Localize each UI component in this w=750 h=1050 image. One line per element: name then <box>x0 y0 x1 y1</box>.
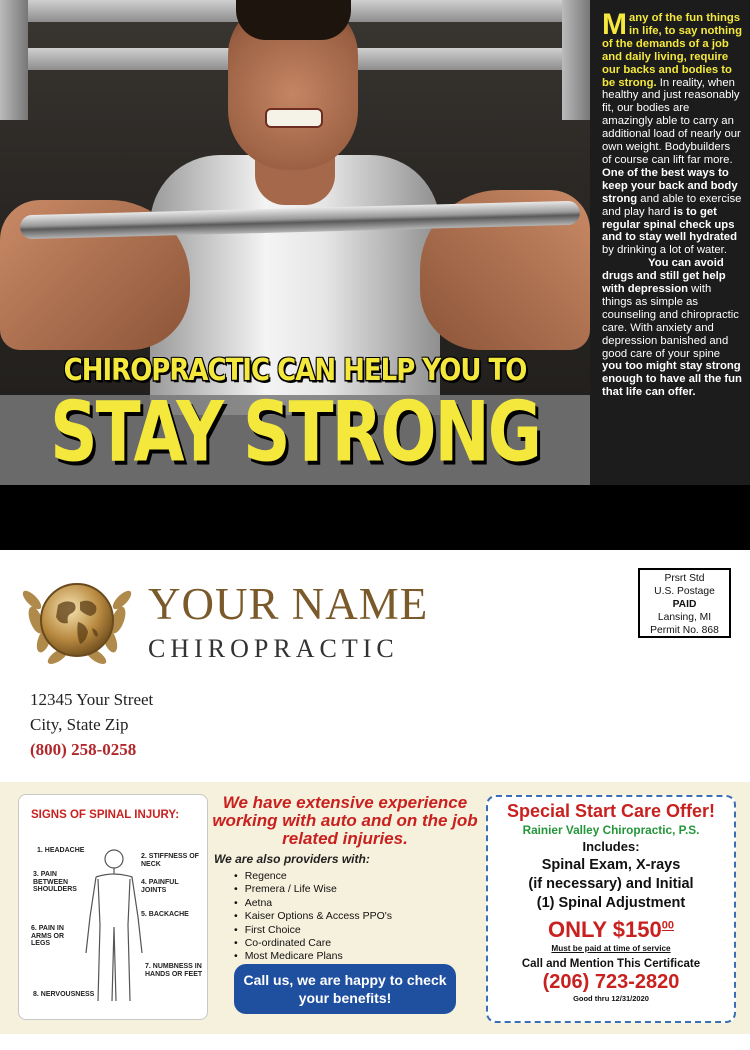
spinal-label: 5. BACKACHE <box>141 911 189 918</box>
offer-phone: (206) 723-2820 <box>542 971 680 993</box>
spinal-label: 3. PAIN BETWEEN SHOULDERS <box>33 871 77 893</box>
spinal-label: 4. PAINFUL JOINTS <box>141 879 179 894</box>
spinal-label: 8. NERVOUSNESS <box>33 991 95 998</box>
spinal-label: 7. NUMBNESS IN HANDS OR FEET <box>145 963 203 978</box>
spinal-label: 1. HEADACHE <box>37 847 85 854</box>
spinal-label: 2. STIFFNESS OF NECK <box>141 853 199 868</box>
tagline: CHIROPRACTIC CAN HELP YOU TO <box>63 353 527 389</box>
firm-subtitle: CHIROPRACTIC <box>148 634 399 663</box>
offer-price <box>488 917 734 943</box>
article-text: In reality, when healthy and just reasonably fit, our bodies are amazingly able to carry an additional load of nearly our own weight. Bodybuilders of course can lift far more. <box>602 76 741 166</box>
article-column <box>590 0 750 485</box>
provider-item: • Premera / Life Wise <box>234 883 480 896</box>
offer-price-cents: 00 <box>661 919 674 932</box>
postage-line: Lansing, MI <box>657 612 712 623</box>
offer-desc-line: (1) Spinal Adjustment <box>536 895 686 911</box>
article-bold: you too might stay strong enough to have all the fun that life can offer. <box>602 360 742 399</box>
providers-list <box>234 870 480 964</box>
check-benefits-button[interactable]: Call us, we are happy to check your benefits! <box>234 964 456 1014</box>
postage-line: PAID <box>672 599 697 610</box>
firm-name: YOUR NAME <box>148 579 429 629</box>
globe-laurel-logo-icon <box>18 560 136 678</box>
experience-statement: We have extensive experience working with auto and on the job related injuries. <box>212 793 478 848</box>
provider-item: • Most Medicare Plans <box>234 950 480 963</box>
offer-description <box>488 856 734 913</box>
provider-item: • Aetna <box>234 897 480 910</box>
article-text: by drinking a lot of water. <box>602 244 727 257</box>
spinal-label: 6. PAIN IN ARMS OR LEGS <box>31 925 65 947</box>
address-block <box>30 687 153 762</box>
offer-price-dollars: ONLY $150 <box>548 917 662 942</box>
offer-clinic: Rainier Valley Chiropractic, P.S. <box>522 823 700 837</box>
provider-item: • Regence <box>234 870 480 883</box>
offer-title: Special Start Care Offer! <box>506 801 716 821</box>
back-panel <box>0 550 750 1050</box>
spinal-card-title: SIGNS OF SPINAL INJURY: <box>31 809 180 821</box>
article-text: and able to exercise and play hard <box>602 192 742 218</box>
postage-indicia <box>638 568 731 638</box>
providers-column <box>210 794 480 1024</box>
offer-note: Must be paid at time of service <box>551 944 671 953</box>
offer-desc-line: (if necessary) and Initial <box>528 876 694 892</box>
address-city: City, State Zip <box>30 715 129 734</box>
article-bold: You can avoid drugs and still get help with depression <box>602 257 726 296</box>
dropcap: M <box>602 8 627 41</box>
headline: STAY STRONG <box>50 384 540 481</box>
provider-item: • First Choice <box>234 924 480 937</box>
offer-includes: Includes: <box>582 839 640 854</box>
postage-line: U.S. Postage <box>654 586 715 597</box>
article-bold: One of the best ways to keep your back and body strong <box>602 166 738 205</box>
provider-item: • Co-ordinated Care <box>234 937 480 950</box>
postage-line: Permit No. 868 <box>650 625 719 636</box>
address-street: 12345 Your Street <box>30 690 154 709</box>
special-offer-coupon <box>486 795 736 1023</box>
spinal-injury-card <box>18 794 208 1020</box>
provider-item: • Kaiser Options & Access PPO's <box>234 910 480 923</box>
postage-line: Prsrt Std <box>664 573 705 584</box>
article-text: with things as simple as counseling and chiropractic care. With anxiety and depression banished and good care of your spine <box>602 283 739 360</box>
office-phone: (800) 258-0258 <box>30 740 137 759</box>
front-panel <box>0 0 750 485</box>
article-intro: any of the fun things in life, to say nothing of the demands of a job and daily living, require our backs and bodies to be strong. <box>602 12 742 89</box>
article-bold: is to get regular spinal check ups and to stay well hydrated <box>602 205 737 244</box>
providers-label: We are also providers with: <box>214 852 370 866</box>
offer-call-text: Call and Mention This Certificate <box>521 958 701 970</box>
offer-expiry: Good thru 12/31/2020 <box>573 994 649 1003</box>
offer-desc-line: Spinal Exam, X-rays <box>541 857 681 873</box>
weightlifter-photo <box>0 0 590 485</box>
